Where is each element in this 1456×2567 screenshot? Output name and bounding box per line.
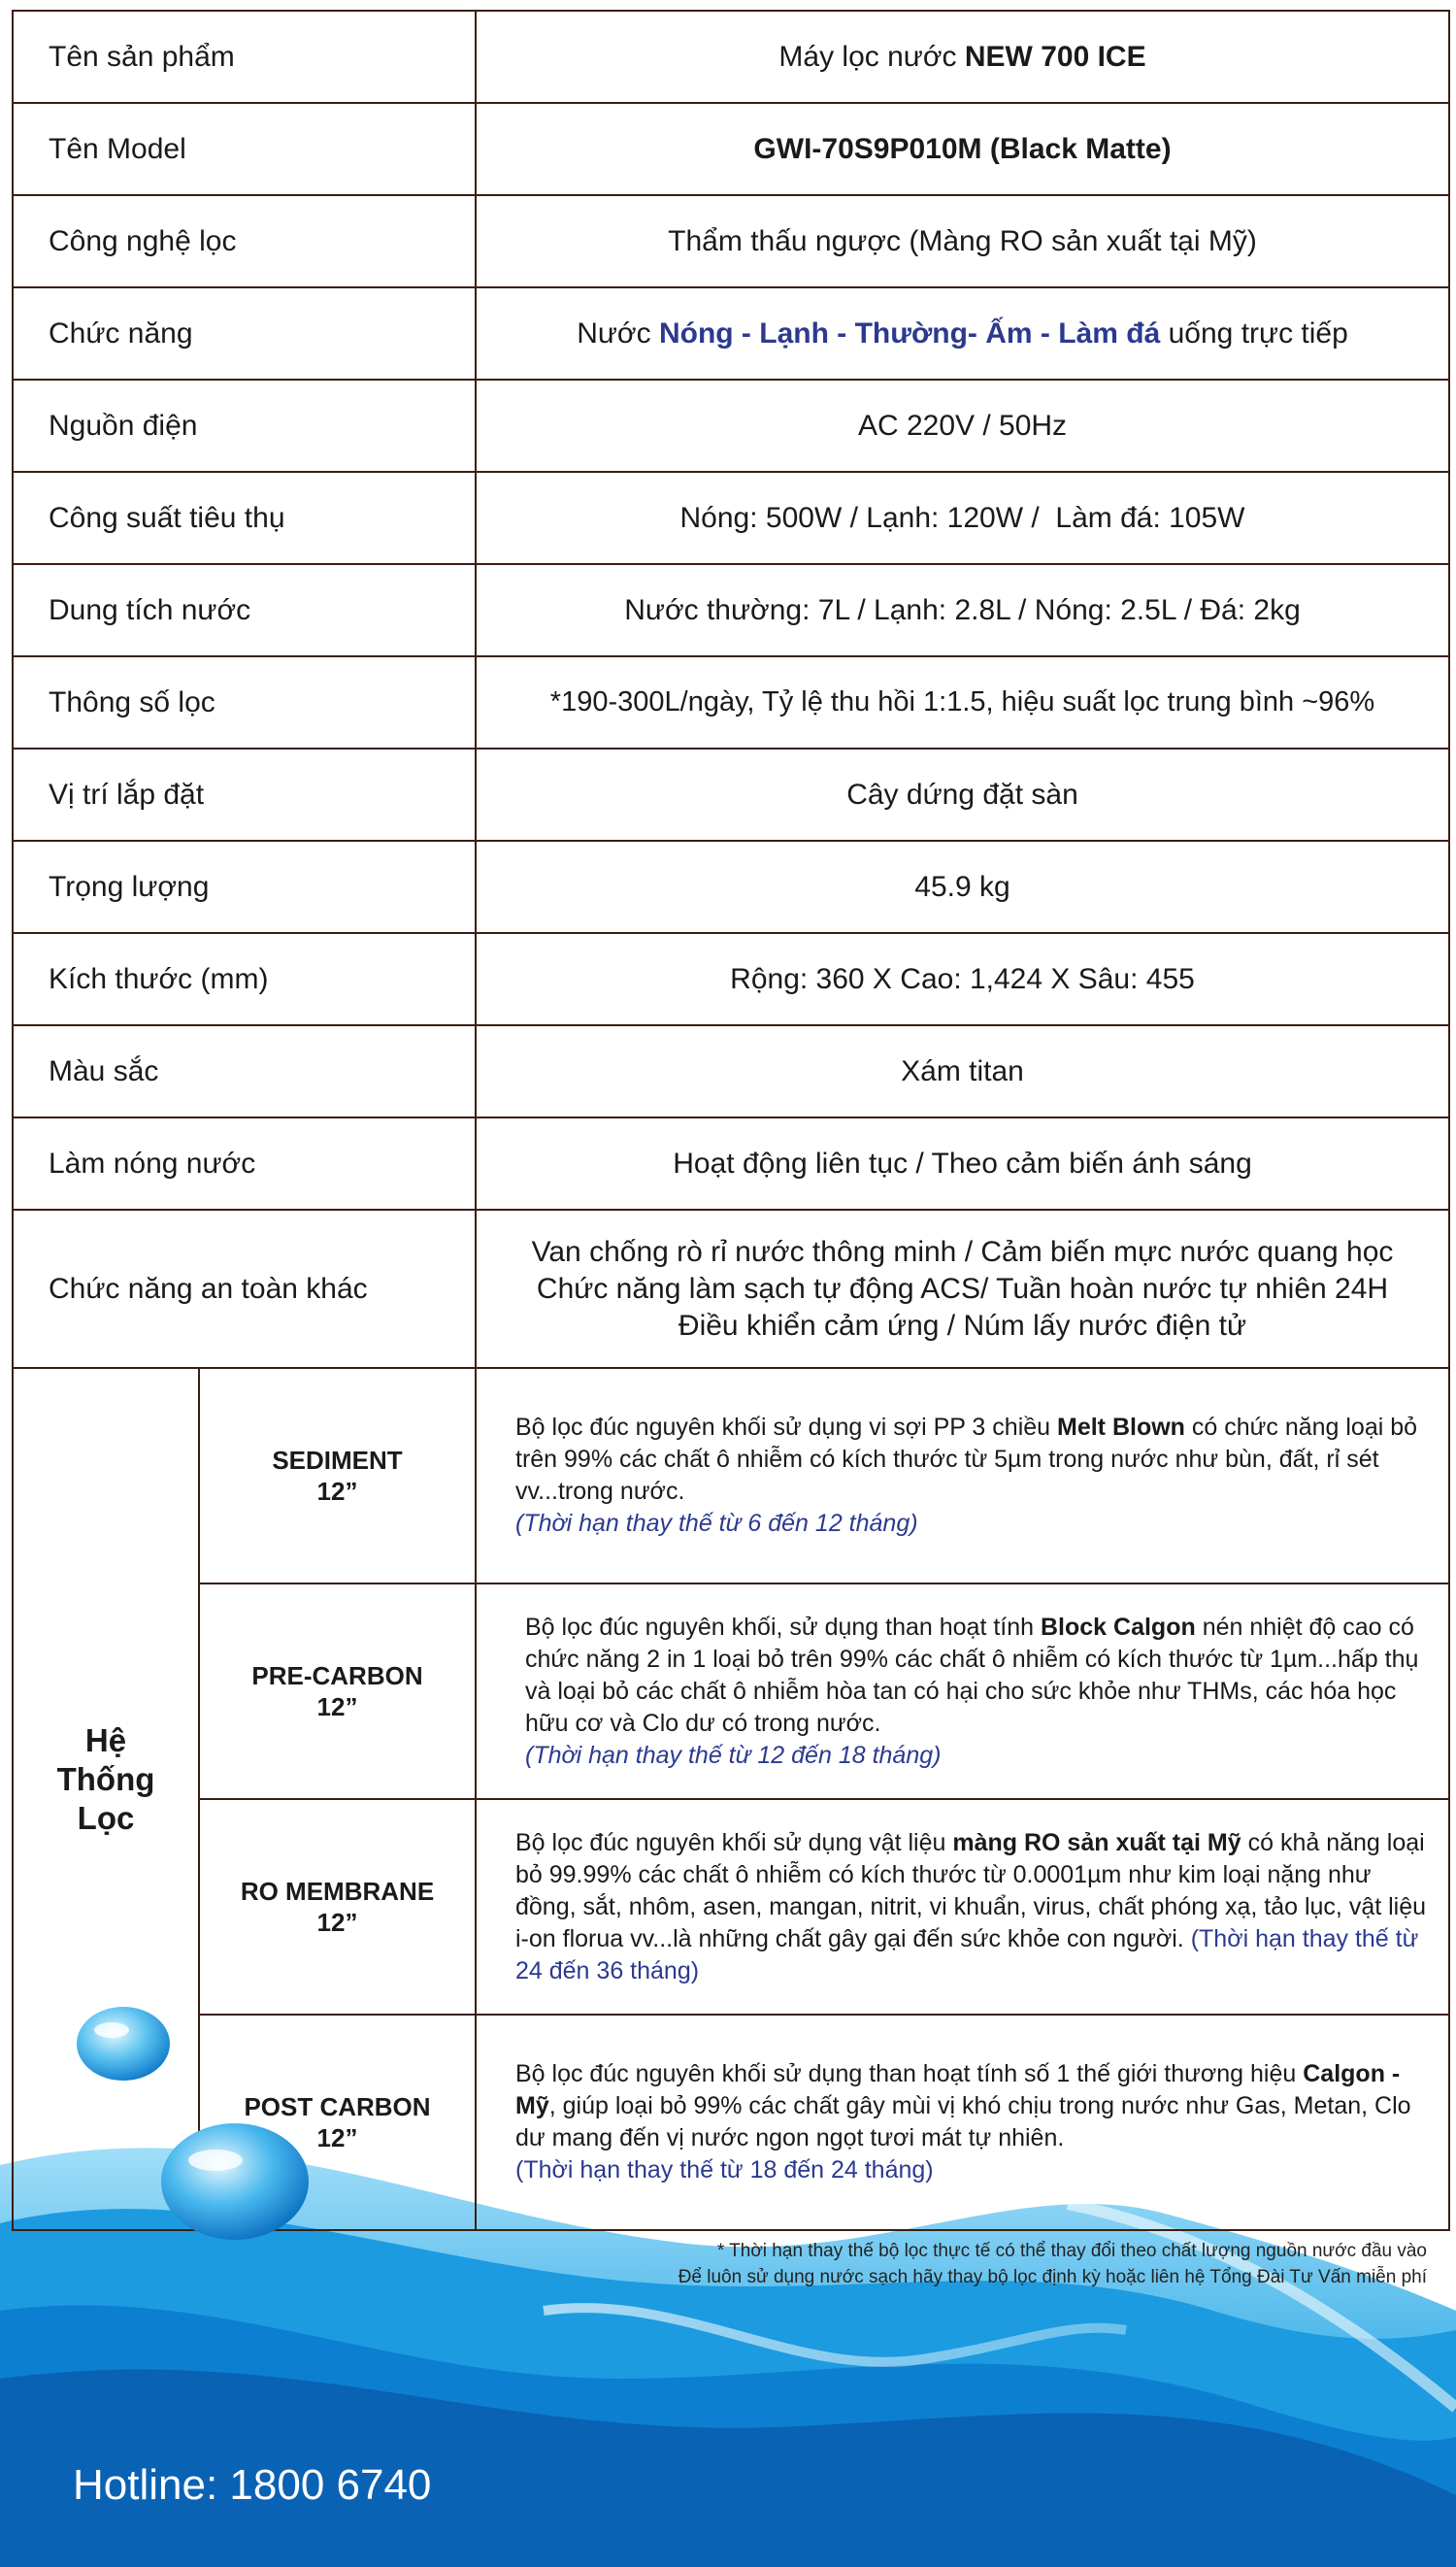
safety-features (476, 1210, 1449, 1368)
spec-value: 45.9 kg (476, 841, 1449, 933)
spec-label: Công nghệ lọc (13, 195, 476, 287)
footnote: * Thời hạn thay thế bộ lọc thực tế có thể thay đổi theo chất lượng nguồn nước đầu vào Để luôn sử dụng nước sạch hãy thay bộ lọc định kỳ hoặc liên hệ Tổng Đài Tư Vấn miễn phí (678, 2241, 1427, 2287)
water-drop-icon (73, 1995, 175, 2087)
spec-label: Làm nóng nước (13, 1117, 476, 1210)
spec-row (13, 1117, 1449, 1210)
filter-name: RO MEMBRANE 12” (199, 1799, 476, 2015)
spec-value: Cây dứng đặt sàn (476, 749, 1449, 841)
safety-line: Chức năng làm sạch tự động ACS/ Tuần hoàn nước tự nhiên 24H (536, 1272, 1389, 1305)
spec-label: Nguồn điện (13, 380, 476, 472)
filter-description: Bộ lọc đúc nguyên khối sử dụng vi sợi PP 3 chiều Melt Blown có chức năng loại bỏ trên 99% các chất ô nhiễm có kích thước từ 5µm trong nước như bùn, đất, rỉ sét vv...trong nước. (Thời hạn thay thế từ 6 đến 12 tháng) (476, 1368, 1449, 1584)
filter-row (13, 1368, 1449, 1584)
spec-row (13, 11, 1449, 103)
spec-value: Máy lọc nước NEW 700 ICE (476, 11, 1449, 103)
replacement-period: (Thời hạn thay thế từ 24 đến 36 tháng) (515, 1924, 1419, 1984)
spec-label: Kích thước (mm) (13, 933, 476, 1025)
spec-value: Nước Nóng - Lạnh - Thường- Ấm - Làm đá uống trực tiếp (476, 287, 1449, 380)
spec-label: Vị trí lắp đặt (13, 749, 476, 841)
spec-value: GWI-70S9P010M (Black Matte) (476, 103, 1449, 195)
spec-value: AC 220V / 50Hz (476, 380, 1449, 472)
spec-row (13, 472, 1449, 564)
spec-label: Tên Model (13, 103, 476, 195)
filter-description: Bộ lọc đúc nguyên khối sử dụng vật liệu màng RO sản xuất tại Mỹ có khả năng loại bỏ 99.99% các chất ô nhiễm có kích thước từ 0.0001µm như kim loại nặng như đồng, sắt, nhôm, asen, mangan, nitrit, vi khuẩn, virus, chất phóng xạ, tảo lục, vật liệu i-on florua vv...là những chất gây gại đến sức khỏe con người. (Thời hạn thay thế từ 24 đến 36 tháng) (476, 1799, 1449, 2015)
filter-name: POST CARBON 12” (199, 2015, 476, 2230)
replacement-period: (Thời hạn thay thế từ 12 đến 18 tháng) (525, 1741, 942, 1769)
spec-row-safety (13, 1210, 1449, 1368)
water-drop-icon (155, 2112, 315, 2248)
safety-line: Van chống rò rỉ nước thông minh / Cảm biến mực nước quang học (531, 1235, 1394, 1268)
replacement-period: (Thời hạn thay thế từ 18 đến 24 tháng) (515, 2156, 934, 2184)
filter-name: PRE-CARBON 12” (199, 1584, 476, 1799)
spec-row (13, 195, 1449, 287)
spec-value: Hoạt động liên tục / Theo cảm biến ánh sáng (476, 1117, 1449, 1210)
hotline[interactable]: Hotline: 1800 6740 (73, 2461, 432, 2509)
filter-row (13, 1799, 1449, 2015)
spec-row (13, 103, 1449, 195)
spec-label: Thông số lọc (13, 656, 476, 749)
spec-row (13, 749, 1449, 841)
spec-row (13, 287, 1449, 380)
spec-label: Dung tích nước (13, 564, 476, 656)
spec-value: Xám titan (476, 1025, 1449, 1117)
spec-row (13, 656, 1449, 749)
safety-line: Điều khiển cảm ứng / Núm lấy nước điện tử (678, 1309, 1247, 1342)
spec-label: Màu sắc (13, 1025, 476, 1117)
spec-value: Thẩm thấu ngược (Màng RO sản xuất tại Mỹ) (476, 195, 1449, 287)
spec-value: Nóng: 500W / Lạnh: 120W / Làm đá: 105W (476, 472, 1449, 564)
spec-label: Trọng lượng (13, 841, 476, 933)
spec-table (12, 10, 1450, 2231)
spec-value: Rộng: 360 X Cao: 1,424 X Sâu: 455 (476, 933, 1449, 1025)
spec-row (13, 564, 1449, 656)
spec-label: Chức năng an toàn khác (13, 1210, 476, 1368)
filter-system-title: Hệ Thống Lọc (13, 1368, 199, 2230)
filter-row (13, 1584, 1449, 1799)
spec-label: Chức năng (13, 287, 476, 380)
spec-row (13, 1025, 1449, 1117)
spec-value: *190-300L/ngày, Tỷ lệ thu hồi 1:1.5, hiệu suất lọc trung bình ~96% (476, 656, 1449, 749)
spec-value: Nước thường: 7L / Lạnh: 2.8L / Nóng: 2.5L / Đá: 2kg (476, 564, 1449, 656)
spec-label: Tên sản phẩm (13, 11, 476, 103)
spec-label: Công suất tiêu thụ (13, 472, 476, 564)
replacement-period: (Thời hạn thay thế từ 6 đến 12 tháng) (515, 1510, 918, 1537)
filter-description: Bộ lọc đúc nguyên khối, sử dụng than hoạt tính Block Calgon nén nhiệt độ cao có chức năng 2 in 1 loại bỏ trên 99% các chất ô nhiễm có kích thước từ 1µm...hấp thụ và loại bỏ các chất ô nhiễm hòa tan có hại cho sức khỏe như THMs, các hóa học hữu cơ và Clo dư có trong nước. (Thời hạn thay thế từ 12 đến 18 tháng) (476, 1584, 1449, 1799)
spec-row (13, 841, 1449, 933)
spec-row (13, 380, 1449, 472)
spec-row (13, 933, 1449, 1025)
filter-name: SEDIMENT 12” (199, 1368, 476, 1584)
filter-description: Bộ lọc đúc nguyên khối sử dụng than hoạt tính số 1 thế giới thương hiệu Calgon - Mỹ, giúp loại bỏ 99% các chất gây mùi vị khó chịu trong nước như Gas, Metan, Clo dư mang đến vị nước ngon ngọt tươi mát tự nhiên. (Thời hạn thay thế từ 18 đến 24 tháng) (476, 2015, 1449, 2230)
